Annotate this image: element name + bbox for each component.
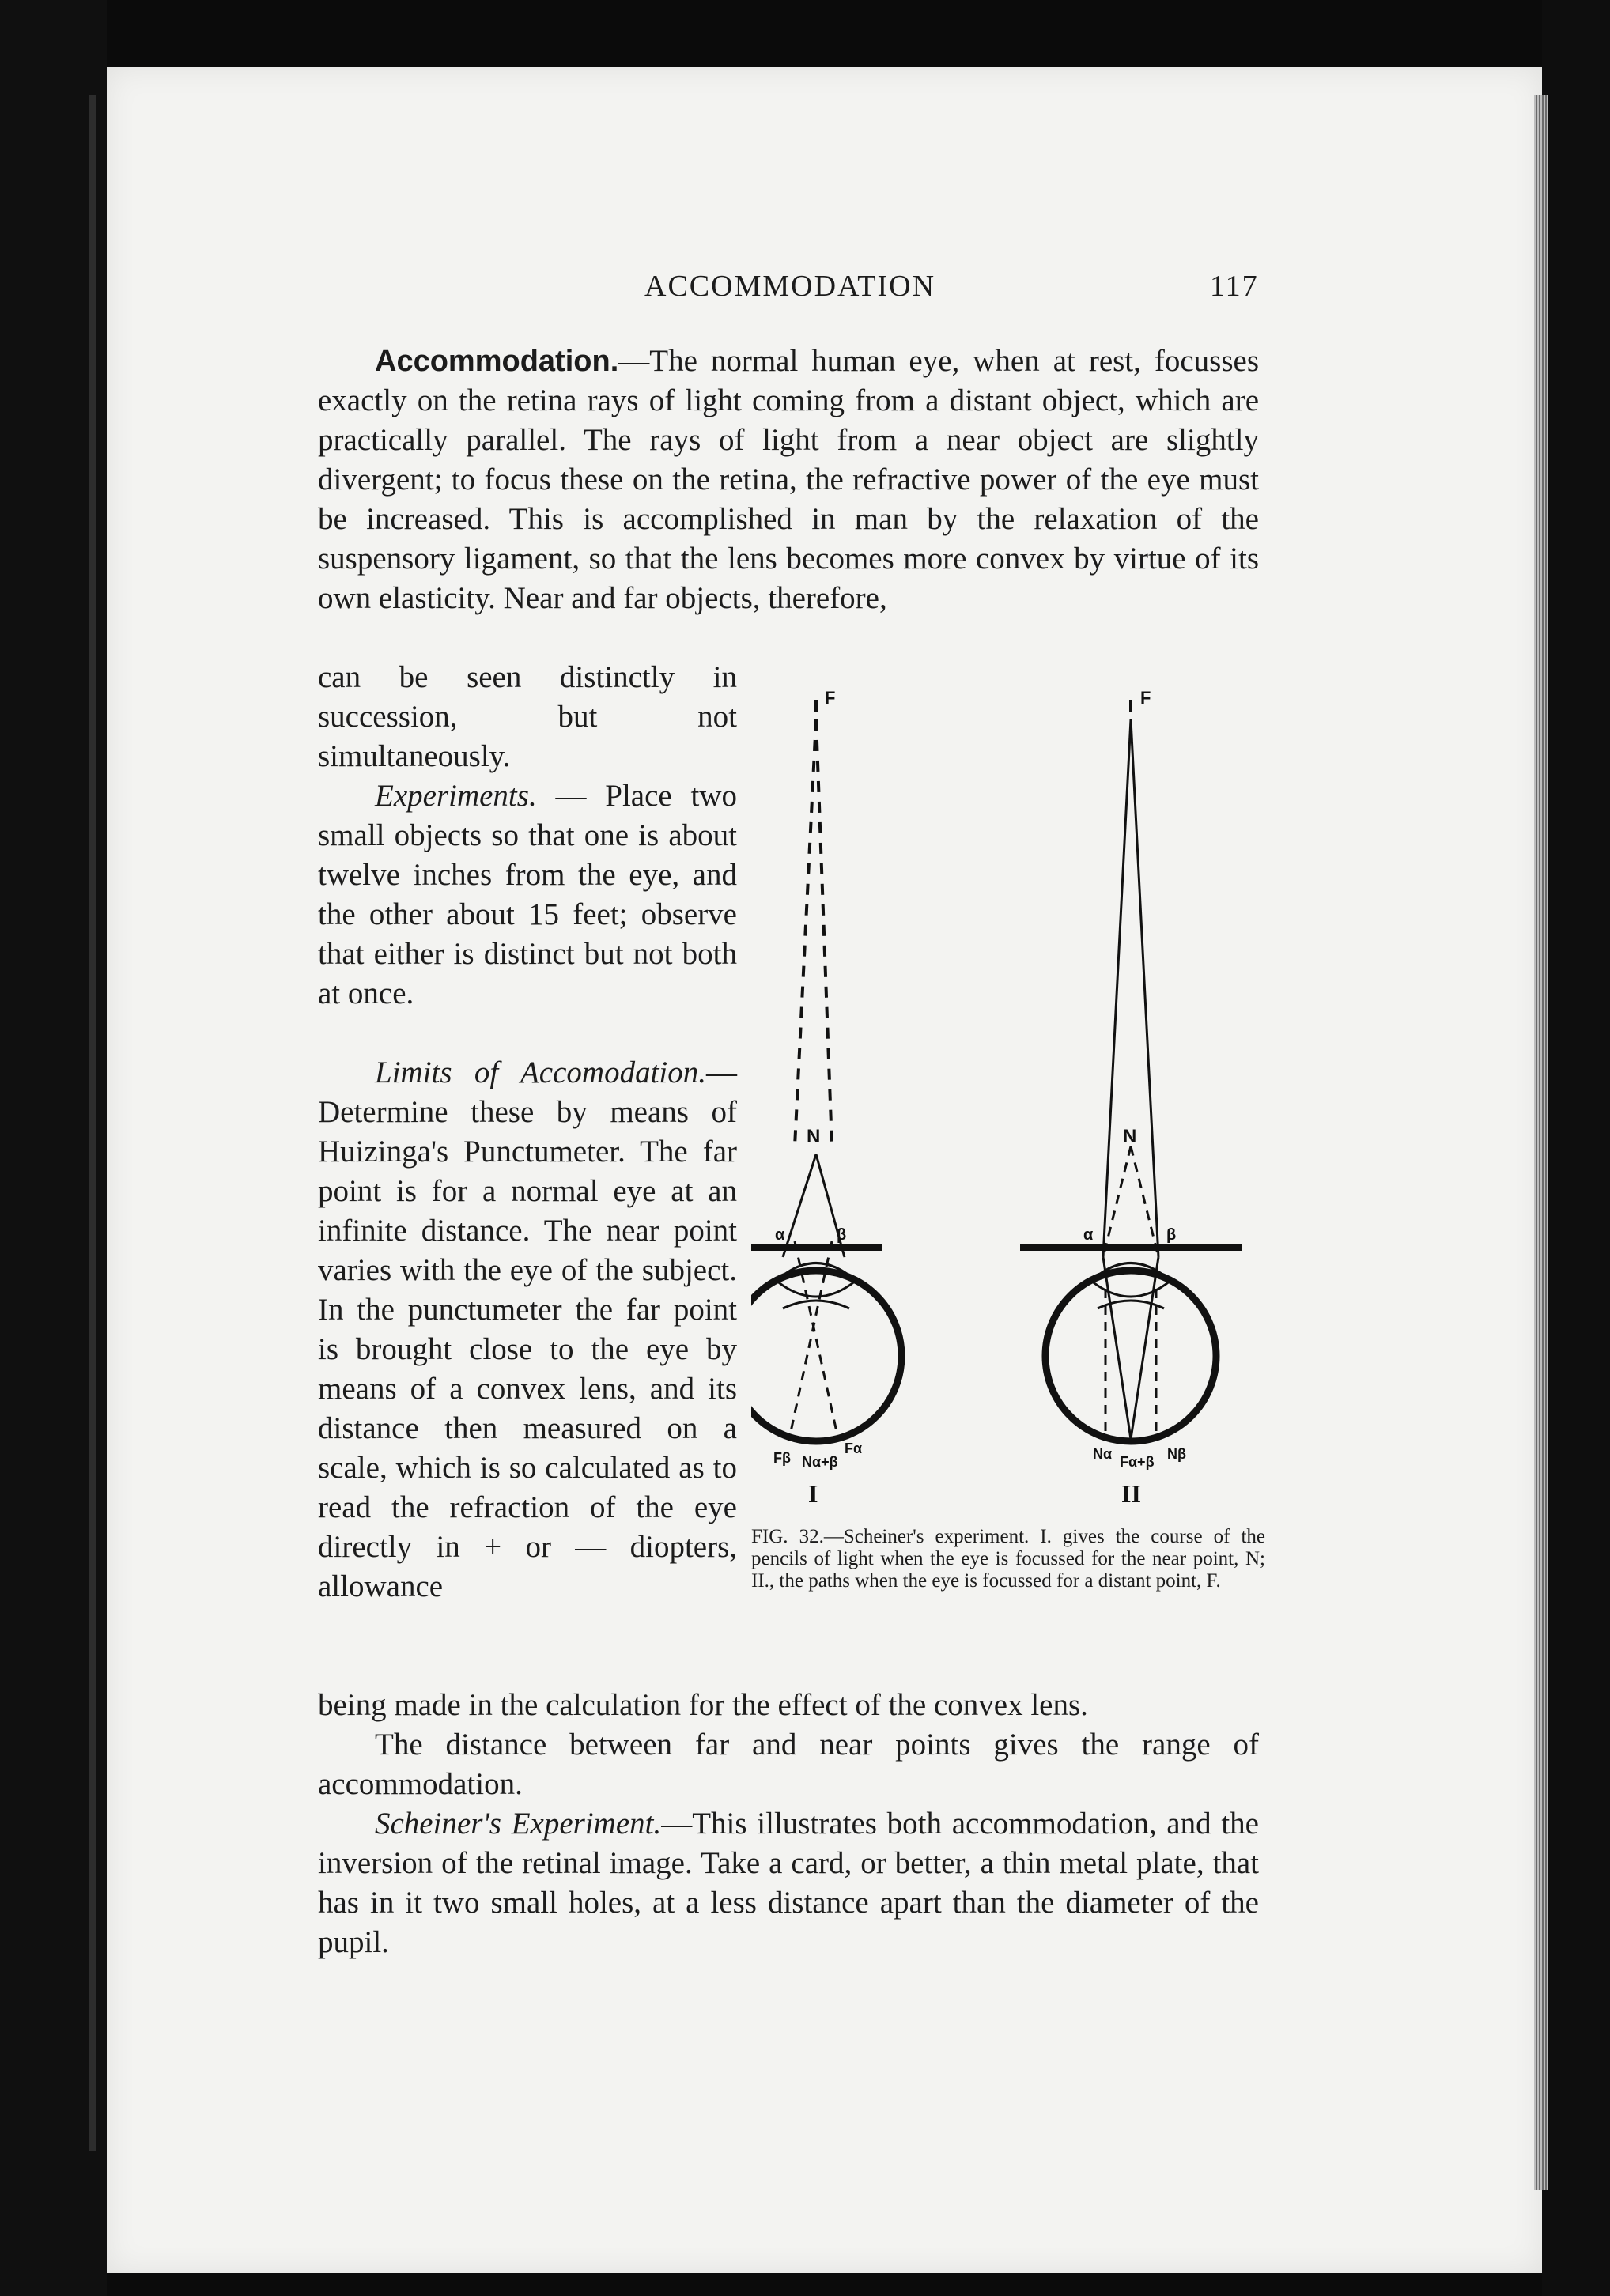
experiments-text: — Place two small objects so that one is about twelve inches from the eye, and the other about 15 feet; observe that either is distinct but not both at once. [318, 779, 737, 1010]
page-stack-edges [1534, 95, 1548, 2190]
experiments-label: Experiments. [375, 779, 537, 813]
label-alpha-i: α [775, 1226, 785, 1244]
label-Nab: Nα+β [802, 1454, 838, 1470]
binding-shadow [89, 95, 96, 2151]
figure-caption: FIG. 32.—Scheiner's experiment. I. gives the course of the pencils of light when the eye is focussed for the near point, N; II., the paths when the eye is focussed for a distant point, F. [751, 1526, 1265, 1592]
scan-margin-right [1542, 0, 1610, 2296]
section-heading: Accommodation. [375, 345, 619, 378]
paragraph-limits [318, 1053, 737, 1607]
page-number: 117 [1210, 270, 1259, 303]
diagram-i [751, 700, 901, 1441]
scheiner-text: —This illustrates both accommodation, and the inversion of the retinal image. Take a card, or better, a thin metal plate, that has in it two small holes, at a less distance apart than the diameter of the pupil. [318, 1807, 1259, 1959]
paragraph-range: The distance between far and near points gives the range of accommodation. [318, 1728, 1259, 1801]
paragraph-continuation: can be seen distinctly in succession, but not simultaneously. [318, 660, 737, 773]
paragraph-scheiner [318, 1804, 1259, 1962]
label-alpha-ii: α [1083, 1226, 1094, 1244]
diagram-ii [1020, 700, 1242, 1441]
label-roman-ii: II [1121, 1479, 1141, 1508]
label-Fbeta: Fβ [773, 1450, 791, 1466]
label-Nbeta: Nβ [1167, 1446, 1186, 1462]
paragraph-accommodation [318, 342, 1259, 618]
label-N-ii: N [1123, 1126, 1137, 1147]
limits-label: Limits of Accomodation. [375, 1055, 706, 1089]
paragraph-text: —The normal human eye, when at rest, focusses exactly on the retina rays of light coming from a distant object, which are practically parallel. The rays of light from a near object are slightly divergent; to focus these on the retina, the refractive power of the eye must be increased. This is accomplished in man by the relaxation of the suspensory ligament, so that the lens becomes more convex by virtue of its own elasticity. Near and far objects, therefore, [318, 344, 1259, 615]
paragraph-limits-continuation: being made in the calculation for the effect of the convex lens. [318, 1688, 1088, 1722]
label-Fab: Fα+β [1120, 1454, 1155, 1470]
paragraph-experiments [318, 776, 737, 1014]
label-Nalpha: Nα [1093, 1446, 1113, 1462]
label-Falpha: Fα [845, 1441, 863, 1456]
label-beta-i: β [837, 1226, 847, 1244]
scheiner-label: Scheiner's Experiment. [375, 1807, 662, 1841]
label-roman-i: I [808, 1479, 818, 1508]
label-F-i: F [825, 688, 836, 708]
label-N-i: N [807, 1126, 821, 1147]
label-beta-ii: β [1166, 1226, 1177, 1244]
figure-scheiner-diagram [751, 680, 1273, 1518]
running-title: ACCOMMODATION [644, 270, 936, 303]
label-F-ii: F [1140, 688, 1151, 708]
limits-text: —Determine these by means of Huizinga's Punctumeter. The far point is for a normal eye at an infinite distance. The near point varies with the eye of the subject. In the punctumeter the far point is brought close to the eye by means of a convex lens, and its distance then measured on a scale, which is so calculated as to read the refraction of the eye directly in + or — diopters, allowance [318, 1055, 737, 1603]
